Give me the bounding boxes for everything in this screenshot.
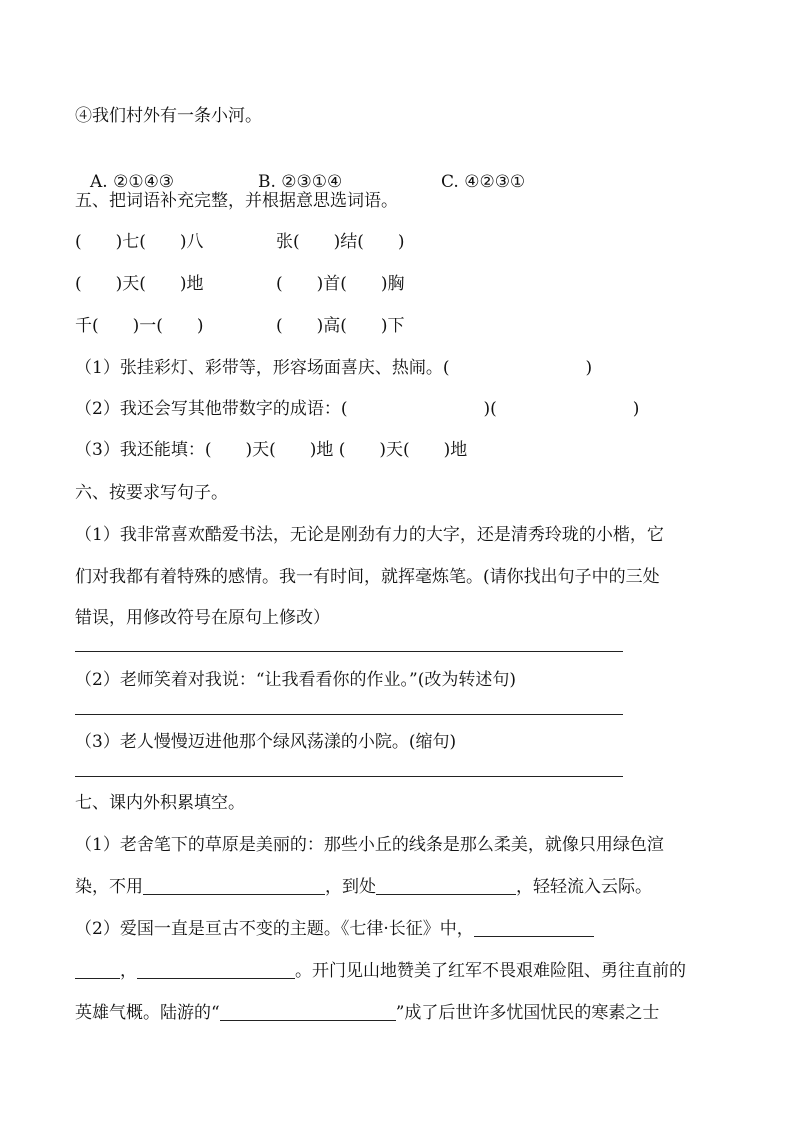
fill-blank-3-cont[interactable] xyxy=(75,960,120,979)
s7-q2-text-e: ”成了后世许多忧国忧民的寒素之士 xyxy=(395,1003,660,1023)
idiom-row-1 xyxy=(75,230,405,254)
s5-question-1: （1）张挂彩灯、彩带等，形容场面喜庆、热闹。( ) xyxy=(75,358,593,378)
s6-question-2: （2）老师笑着对我说：“让我看看你的作业。”(改为转述句) xyxy=(75,670,516,690)
s7-q2-line1 xyxy=(75,917,594,941)
answer-line-2[interactable] xyxy=(75,714,623,715)
s6-q1-line2: 们对我都有着特殊的感情。我一有时间，就挥毫炼笔。(请你找出句子中的三处 xyxy=(75,567,660,587)
idiom-4: ( )首( )胸 xyxy=(276,274,405,294)
answer-line-3[interactable] xyxy=(75,776,623,777)
section-6-title: 六、按要求写句子。 xyxy=(75,483,228,503)
sentence-4: ④我们村外有一条小河。 xyxy=(75,106,262,126)
idiom-6: ( )高( )下 xyxy=(276,316,405,336)
s6-q1-line3: 错误，用修改符号在原句上修改） xyxy=(75,608,330,628)
section-7-title: 七、课内外积累填空。 xyxy=(75,793,245,813)
answer-line-1[interactable] xyxy=(75,651,623,652)
s7-q2-text-b: ， xyxy=(120,961,137,981)
s7-q1-text-c: ，轻轻流入云际。 xyxy=(516,877,652,897)
idiom-2: 张( )结( ) xyxy=(276,232,405,252)
idiom-row-2 xyxy=(75,272,405,296)
s7-q2-text-c: 。开门见山地赞美了红军不畏艰难险阻、勇往直前的 xyxy=(295,961,686,981)
s5-question-2: （2）我还会写其他带数字的成语：( )( ) xyxy=(75,399,640,419)
fill-blank-4[interactable] xyxy=(137,960,295,979)
option-a: A. ②①④③ xyxy=(90,172,175,192)
fill-blank-3[interactable] xyxy=(474,918,594,937)
s5-question-3: （3）我还能填：( )天( )地 ( )天( )地 xyxy=(75,440,468,460)
s7-q1-text-a: 染，不用 xyxy=(75,877,143,897)
idiom-row-3 xyxy=(75,314,405,338)
option-b: B. ②③①④ xyxy=(258,172,343,192)
fill-blank-2[interactable] xyxy=(376,876,516,895)
s7-q2-line2 xyxy=(75,959,686,983)
s7-q2-text-d: 英雄气概。陆游的“ xyxy=(75,1003,220,1023)
fill-blank-1[interactable] xyxy=(143,876,325,895)
section-5-title: 五、把词语补充完整，并根据意思选词语。 xyxy=(75,191,398,211)
answer-options xyxy=(90,146,525,194)
s7-q2-text-a: （2）爱国一直是亘古不变的主题。《七律·长征》中， xyxy=(75,919,474,939)
fill-blank-5[interactable] xyxy=(220,1002,396,1021)
s6-question-3: （3）老人慢慢迈进他那个绿风荡漾的小院。(缩句) xyxy=(75,732,457,752)
s7-q1-line1: （1）老舍笔下的草原是美丽的：那些小丘的线条是那么柔美，就像只用绿色渲 xyxy=(75,835,664,855)
idiom-1: ( )七( )八 xyxy=(75,232,204,252)
idiom-3: ( )天( )地 xyxy=(75,274,204,294)
s7-q2-line3 xyxy=(75,1001,659,1025)
idiom-5: 千( )一( ) xyxy=(75,316,204,336)
s6-q1-line1: （1）我非常喜欢酷爱书法，无论是刚劲有力的大字，还是清秀玲珑的小楷，它 xyxy=(75,525,664,545)
option-c: C. ④②③① xyxy=(441,172,526,192)
s7-q1-text-b: ，到处 xyxy=(325,877,376,897)
s7-q1-line2 xyxy=(75,875,652,899)
